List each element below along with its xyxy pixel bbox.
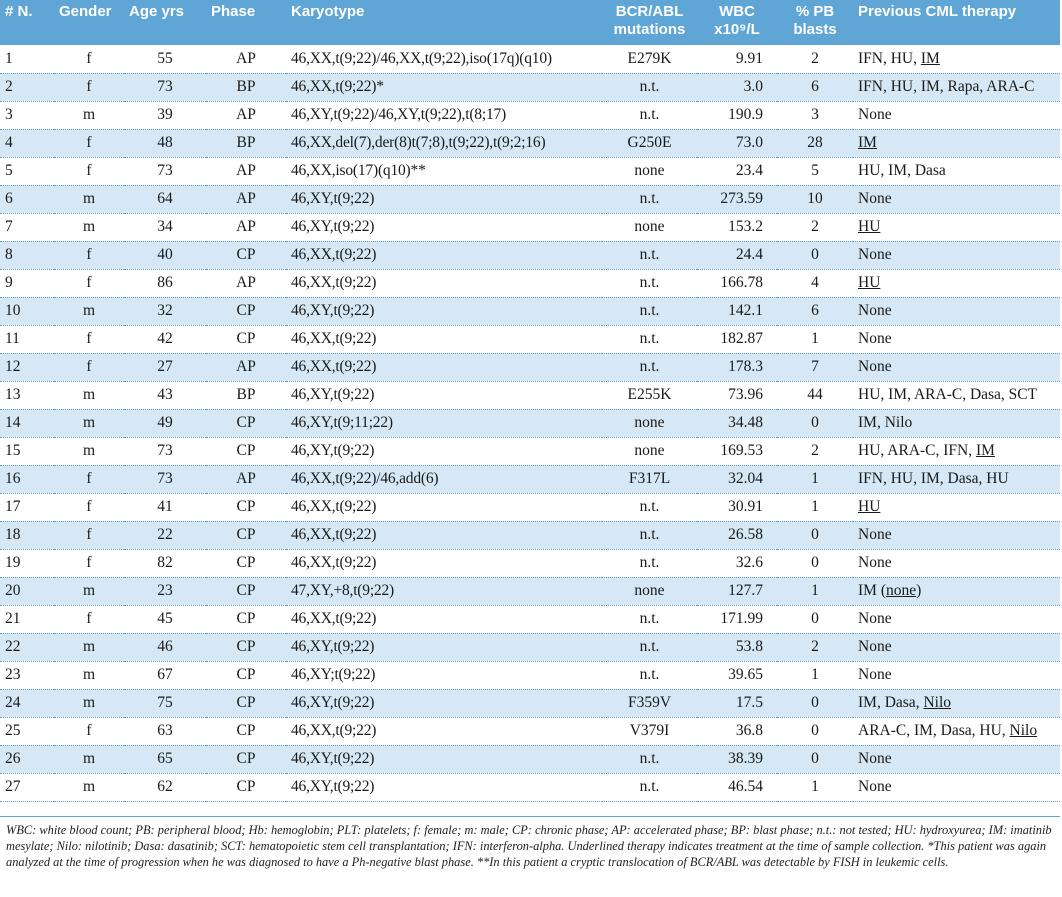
cell-wbc: 32.6 — [697, 549, 777, 577]
cell-blasts: 6 — [777, 297, 853, 325]
cell-blasts: 0 — [777, 521, 853, 549]
cell-mutation: none — [602, 437, 697, 465]
table-row — [0, 73, 1060, 101]
cell-blasts: 7 — [777, 353, 853, 381]
cell-patient-number: 21 — [0, 605, 54, 633]
cell-blasts: 0 — [777, 717, 853, 745]
cell-phase: CP — [206, 577, 286, 605]
cell-wbc: 171.99 — [697, 605, 777, 633]
cell-age: 64 — [124, 185, 206, 213]
cell-karyotype: 46,XY,t(9;22)/46,XY,t(9;22),t(8;17) — [286, 101, 602, 129]
table-row — [0, 577, 1060, 605]
cell-gender: f — [54, 717, 124, 745]
cell-karyotype: 46,XX,t(9;22) — [286, 241, 602, 269]
cell-gender: m — [54, 633, 124, 661]
cell-age: 65 — [124, 745, 206, 773]
cell-blasts: 0 — [777, 409, 853, 437]
cell-mutation: n.t. — [602, 297, 697, 325]
cell-age: 82 — [124, 549, 206, 577]
cell-age: 46 — [124, 633, 206, 661]
cell-mutation: F359V — [602, 689, 697, 717]
cell-mutation: n.t. — [602, 185, 697, 213]
cell-karyotype: 46,XY,t(9;11;22) — [286, 409, 602, 437]
cell-therapy: None — [853, 353, 1060, 381]
cell-wbc: 9.91 — [697, 45, 777, 73]
cell-wbc: 17.5 — [697, 689, 777, 717]
cell-mutation: n.t. — [602, 101, 697, 129]
cell-age: 67 — [124, 661, 206, 689]
cell-wbc: 169.53 — [697, 437, 777, 465]
table-row — [0, 381, 1060, 409]
header-karyotype: Karyotype — [291, 3, 365, 20]
cell-therapy — [853, 129, 1060, 157]
cell-karyotype: 46,XX,t(9;22) — [286, 269, 602, 297]
cell-patient-number: 9 — [0, 269, 54, 297]
table-row — [0, 241, 1060, 269]
cell-phase: AP — [206, 465, 286, 493]
cell-gender: m — [54, 409, 124, 437]
cell-mutation: n.t. — [602, 745, 697, 773]
table-row — [0, 717, 1060, 745]
header-blasts: % PB blasts — [793, 3, 837, 38]
cell-mutation: G250E — [602, 129, 697, 157]
cell-therapy: None — [853, 633, 1060, 661]
cell-age: 27 — [124, 353, 206, 381]
cell-blasts: 2 — [777, 45, 853, 73]
current-therapy: Nilo — [923, 694, 951, 711]
cell-blasts: 1 — [777, 577, 853, 605]
cell-therapy: HU, IM, Dasa — [853, 157, 1060, 185]
cell-phase: CP — [206, 605, 286, 633]
current-therapy: IM — [975, 442, 995, 459]
cell-wbc: 32.04 — [697, 465, 777, 493]
cell-gender: f — [54, 353, 124, 381]
cell-blasts: 1 — [777, 661, 853, 689]
cell-gender: f — [54, 269, 124, 297]
cell-wbc: 26.58 — [697, 521, 777, 549]
cell-wbc: 34.48 — [697, 409, 777, 437]
cell-mutation: V379I — [602, 717, 697, 745]
cell-mutation: n.t. — [602, 773, 697, 801]
cell-phase: CP — [206, 689, 286, 717]
cell-phase: CP — [206, 633, 286, 661]
cell-patient-number: 24 — [0, 689, 54, 717]
cell-karyotype: 47,XY,+8,t(9;22) — [286, 577, 602, 605]
header-phase: Phase — [211, 3, 256, 20]
table-row — [0, 689, 1060, 717]
cell-blasts: 44 — [777, 381, 853, 409]
cell-gender: m — [54, 773, 124, 801]
cell-age: 45 — [124, 605, 206, 633]
cell-patient-number: 3 — [0, 101, 54, 129]
cell-phase: CP — [206, 521, 286, 549]
cell-therapy — [853, 213, 1060, 241]
table-row — [0, 213, 1060, 241]
cell-blasts: 1 — [777, 493, 853, 521]
table-footnote: WBC: white blood count; PB: peripheral blood; Hb: hemoglobin; PLT: platelets; f: female; m: male; CP: chronic phase; AP: accelerated phase; BP: blast phase; n.t.: not tested; HU: hydroxyurea; IM: imatinib mesylate; Nilo: nilotinib; Dasa: dasatinib; SCT: hematopoietic stem cell transplantation; IFN: interferon-alpha. Underlined therapy indicates treatment at the time of sample collection. *This patient was again analyzed at the time of progression when he was diagnosed to have a Ph-negative blast phase. **In this patient a cryptic translocation of BCR/ABL was detectable by FISH in leukemic cells. — [6, 823, 1052, 869]
cell-mutation: F317L — [602, 465, 697, 493]
cell-phase: AP — [206, 213, 286, 241]
cell-karyotype: 46,XY,t(9;22) — [286, 381, 602, 409]
table-row — [0, 521, 1060, 549]
cell-therapy: None — [853, 325, 1060, 353]
cell-mutation: n.t. — [602, 549, 697, 577]
cell-therapy: IM, Nilo — [853, 409, 1060, 437]
cell-phase: CP — [206, 717, 286, 745]
cell-phase: BP — [206, 73, 286, 101]
cell-phase: CP — [206, 409, 286, 437]
cell-karyotype: 46,XX,t(9;22) — [286, 521, 602, 549]
cell-gender: m — [54, 185, 124, 213]
cell-therapy: None — [853, 605, 1060, 633]
cell-age: 73 — [124, 465, 206, 493]
cell-wbc: 190.9 — [697, 101, 777, 129]
cell-wbc: 38.39 — [697, 745, 777, 773]
table-row — [0, 633, 1060, 661]
current-therapy: IM — [920, 49, 940, 67]
cell-karyotype: 46,XX,t(9;22) — [286, 493, 602, 521]
cell-wbc: 153.2 — [697, 213, 777, 241]
table-row — [0, 101, 1060, 129]
cell-patient-number: 16 — [0, 465, 54, 493]
cell-patient-number: 2 — [0, 73, 54, 101]
header-gender: Gender — [59, 3, 112, 20]
cell-wbc: 24.4 — [697, 241, 777, 269]
table-row — [0, 185, 1060, 213]
cell-therapy: None — [853, 661, 1060, 689]
cell-therapy: None — [853, 185, 1060, 213]
cell-karyotype: 46,XY,t(9;22) — [286, 437, 602, 465]
footnote-divider — [0, 816, 1060, 817]
cell-phase: AP — [206, 353, 286, 381]
cell-therapy: None — [853, 745, 1060, 773]
cell-mutation: none — [602, 213, 697, 241]
cell-karyotype: 46,XY,t(9;22) — [286, 689, 602, 717]
current-therapy: HU — [858, 274, 881, 291]
cell-age: 73 — [124, 73, 206, 101]
cell-blasts: 0 — [777, 605, 853, 633]
cell-karyotype: 46,XY,t(9;22) — [286, 213, 602, 241]
cell-therapy: HU, IM, ARA-C, Dasa, SCT — [853, 381, 1060, 409]
cell-wbc: 73.0 — [697, 129, 777, 157]
table-row — [0, 437, 1060, 465]
cell-gender: m — [54, 101, 124, 129]
cell-age: 49 — [124, 409, 206, 437]
cell-gender: m — [54, 381, 124, 409]
cell-wbc: 23.4 — [697, 157, 777, 185]
cell-karyotype: 46,XX,t(9;22)/46,add(6) — [286, 465, 602, 493]
cell-wbc: 166.78 — [697, 269, 777, 297]
table-body — [0, 45, 1060, 801]
cell-wbc: 53.8 — [697, 633, 777, 661]
table-row — [0, 157, 1060, 185]
cell-mutation: E255K — [602, 381, 697, 409]
cell-therapy: ARA-C, IM, Dasa, HU, Nilo — [853, 717, 1060, 745]
header-wbc: WBC x10⁹/L — [714, 3, 760, 38]
cell-therapy: None — [853, 549, 1060, 577]
cell-mutation: n.t. — [602, 269, 697, 297]
cell-blasts: 0 — [777, 241, 853, 269]
cell-age: 34 — [124, 213, 206, 241]
cell-therapy: None — [853, 241, 1060, 269]
cell-gender: f — [54, 521, 124, 549]
cell-wbc: 127.7 — [697, 577, 777, 605]
cell-karyotype: 46,XY,t(9;22) — [286, 297, 602, 325]
current-therapy: HU — [858, 498, 881, 515]
current-therapy: IM — [858, 134, 877, 151]
cell-karyotype: 46,XX,t(9;22) — [286, 605, 602, 633]
cell-mutation: none — [602, 409, 697, 437]
cell-patient-number: 7 — [0, 213, 54, 241]
cell-blasts: 1 — [777, 325, 853, 353]
cell-age: 63 — [124, 717, 206, 745]
table-row — [0, 129, 1060, 157]
header-mutations: BCR/ABL mutations — [613, 3, 686, 38]
cell-therapy: IM (none) — [853, 577, 1060, 605]
table-row — [0, 325, 1060, 353]
cell-blasts: 0 — [777, 745, 853, 773]
cell-wbc: 142.1 — [697, 297, 777, 325]
cell-gender: m — [54, 661, 124, 689]
cell-gender: f — [54, 493, 124, 521]
cell-wbc: 39.65 — [697, 661, 777, 689]
table-row — [0, 353, 1060, 381]
cell-therapy: IFN, HU, IM, Dasa, HU — [853, 465, 1060, 493]
table-row — [0, 269, 1060, 297]
cell-patient-number: 17 — [0, 493, 54, 521]
cell-patient-number: 20 — [0, 577, 54, 605]
cell-blasts: 0 — [777, 549, 853, 577]
table-row — [0, 45, 1060, 73]
table-row — [0, 409, 1060, 437]
cell-gender: f — [54, 465, 124, 493]
cell-phase: AP — [206, 269, 286, 297]
table-row — [0, 661, 1060, 689]
cell-gender: f — [54, 73, 124, 101]
cell-age: 22 — [124, 521, 206, 549]
cell-wbc: 3.0 — [697, 73, 777, 101]
cell-patient-number: 18 — [0, 521, 54, 549]
cell-age: 40 — [124, 241, 206, 269]
cell-blasts: 1 — [777, 773, 853, 801]
cell-age: 48 — [124, 129, 206, 157]
cell-karyotype: 46,XY,t(9;22) — [286, 185, 602, 213]
current-therapy: HU — [858, 218, 881, 235]
cell-gender: f — [54, 157, 124, 185]
cell-phase: CP — [206, 745, 286, 773]
cell-blasts: 28 — [777, 129, 853, 157]
cell-blasts: 0 — [777, 689, 853, 717]
cell-karyotype: 46,XY,t(9;22) — [286, 633, 602, 661]
table-row — [0, 549, 1060, 577]
cell-mutation: n.t. — [602, 605, 697, 633]
cell-phase: CP — [206, 325, 286, 353]
cell-mutation: n.t. — [602, 353, 697, 381]
cell-blasts: 3 — [777, 101, 853, 129]
cell-patient-number: 27 — [0, 773, 54, 801]
cell-gender: f — [54, 241, 124, 269]
cell-age: 42 — [124, 325, 206, 353]
cell-patient-number: 26 — [0, 745, 54, 773]
cell-patient-number: 25 — [0, 717, 54, 745]
cell-phase: AP — [206, 157, 286, 185]
cell-therapy — [853, 493, 1060, 521]
cell-gender: f — [54, 129, 124, 157]
header-number: # N. — [5, 3, 33, 20]
cell-age: 41 — [124, 493, 206, 521]
cell-wbc: 73.96 — [697, 381, 777, 409]
cell-karyotype: 46,XX,iso(17)(q10)** — [286, 157, 602, 185]
cell-patient-number: 14 — [0, 409, 54, 437]
cell-therapy: None — [853, 521, 1060, 549]
cell-therapy: HU, ARA-C, IFN, IM — [853, 437, 1060, 465]
cell-karyotype: 46,XX,t(9;22)/46,XX,t(9;22),iso(17q)(q10) — [286, 45, 602, 73]
cell-blasts: 6 — [777, 73, 853, 101]
table-row — [0, 493, 1060, 521]
cell-blasts: 2 — [777, 633, 853, 661]
cell-gender: m — [54, 745, 124, 773]
cell-patient-number: 23 — [0, 661, 54, 689]
header-therapy: Previous CML therapy — [858, 3, 1017, 20]
cell-blasts: 10 — [777, 185, 853, 213]
cell-patient-number: 5 — [0, 157, 54, 185]
cell-mutation: none — [602, 577, 697, 605]
cell-mutation: none — [602, 157, 697, 185]
cell-therapy: None — [853, 101, 1060, 129]
cell-therapy: None — [853, 297, 1060, 325]
cell-mutation: n.t. — [602, 633, 697, 661]
current-therapy: Nilo — [1009, 722, 1038, 739]
cell-patient-number: 10 — [0, 297, 54, 325]
cell-karyotype: 46,XY,t(9;22) — [286, 773, 602, 801]
cell-karyotype: 46,XX,t(9;22) — [286, 353, 602, 381]
cell-phase: CP — [206, 773, 286, 801]
table-row — [0, 465, 1060, 493]
cell-phase: CP — [206, 661, 286, 689]
cell-patient-number: 11 — [0, 325, 54, 353]
cell-age: 39 — [124, 101, 206, 129]
cell-phase: CP — [206, 493, 286, 521]
cell-mutation: n.t. — [602, 325, 697, 353]
cell-age: 32 — [124, 297, 206, 325]
cell-age: 73 — [124, 437, 206, 465]
cell-gender: f — [54, 45, 124, 73]
table-row — [0, 297, 1060, 325]
header-age: Age yrs — [129, 3, 185, 20]
cell-phase: AP — [206, 45, 286, 73]
cell-age: 23 — [124, 577, 206, 605]
cell-karyotype: 46,XY,t(9;22) — [286, 745, 602, 773]
cell-age: 75 — [124, 689, 206, 717]
current-therapy: none — [885, 582, 917, 599]
cell-gender: m — [54, 689, 124, 717]
cell-therapy — [853, 269, 1060, 297]
cell-phase: AP — [206, 101, 286, 129]
cell-gender: m — [54, 577, 124, 605]
cell-blasts: 2 — [777, 213, 853, 241]
cell-gender: m — [54, 213, 124, 241]
cell-karyotype: 46,XX,t(9;22)* — [286, 73, 602, 101]
cell-phase: CP — [206, 549, 286, 577]
cell-therapy: IFN, HU, IM — [853, 45, 1060, 73]
cell-phase: BP — [206, 381, 286, 409]
cell-patient-number: 13 — [0, 381, 54, 409]
cell-patient-number: 22 — [0, 633, 54, 661]
cell-mutation: n.t. — [602, 661, 697, 689]
cell-phase: CP — [206, 297, 286, 325]
cell-patient-number: 15 — [0, 437, 54, 465]
table-row — [0, 605, 1060, 633]
cell-wbc: 178.3 — [697, 353, 777, 381]
cell-wbc: 30.91 — [697, 493, 777, 521]
cell-karyotype: 46,XX,del(7),der(8)t(7;8),t(9;22),t(9;2;16) — [286, 129, 602, 157]
table-row — [0, 773, 1060, 801]
cell-therapy: IFN, HU, IM, Rapa, ARA-C — [853, 73, 1060, 101]
cell-phase: AP — [206, 185, 286, 213]
table-row — [0, 745, 1060, 773]
cell-wbc: 182.87 — [697, 325, 777, 353]
cell-blasts: 2 — [777, 437, 853, 465]
cell-mutation: n.t. — [602, 241, 697, 269]
cell-gender: m — [54, 437, 124, 465]
cell-gender: f — [54, 325, 124, 353]
cell-patient-number: 6 — [0, 185, 54, 213]
cell-karyotype: 46,XY;t(9;22) — [286, 661, 602, 689]
cell-phase: BP — [206, 129, 286, 157]
cell-wbc: 273.59 — [697, 185, 777, 213]
cell-mutation: E279K — [602, 45, 697, 73]
cell-gender: f — [54, 549, 124, 577]
cell-patient-number: 1 — [0, 45, 54, 73]
cell-gender: m — [54, 297, 124, 325]
cell-karyotype: 46,XX,t(9;22) — [286, 325, 602, 353]
cell-blasts: 5 — [777, 157, 853, 185]
cell-phase: CP — [206, 437, 286, 465]
cell-mutation: n.t. — [602, 493, 697, 521]
cell-therapy: IM, Dasa, Nilo — [853, 689, 1060, 717]
cell-therapy: None — [853, 773, 1060, 801]
cell-phase: CP — [206, 241, 286, 269]
cell-mutation: n.t. — [602, 73, 697, 101]
table-header-row — [0, 0, 1060, 45]
cell-karyotype: 46,XX,t(9;22) — [286, 549, 602, 577]
cell-age: 62 — [124, 773, 206, 801]
cell-age: 43 — [124, 381, 206, 409]
cell-mutation: n.t. — [602, 521, 697, 549]
cell-age: 86 — [124, 269, 206, 297]
cell-blasts: 4 — [777, 269, 853, 297]
cell-patient-number: 19 — [0, 549, 54, 577]
cell-age: 73 — [124, 157, 206, 185]
cell-patient-number: 12 — [0, 353, 54, 381]
cell-wbc: 36.8 — [697, 717, 777, 745]
cell-karyotype: 46,XX,t(9;22) — [286, 717, 602, 745]
cell-patient-number: 4 — [0, 129, 54, 157]
cell-patient-number: 8 — [0, 241, 54, 269]
cell-gender: f — [54, 605, 124, 633]
cell-wbc: 46.54 — [697, 773, 777, 801]
cell-blasts: 1 — [777, 465, 853, 493]
cell-age: 55 — [124, 45, 206, 73]
